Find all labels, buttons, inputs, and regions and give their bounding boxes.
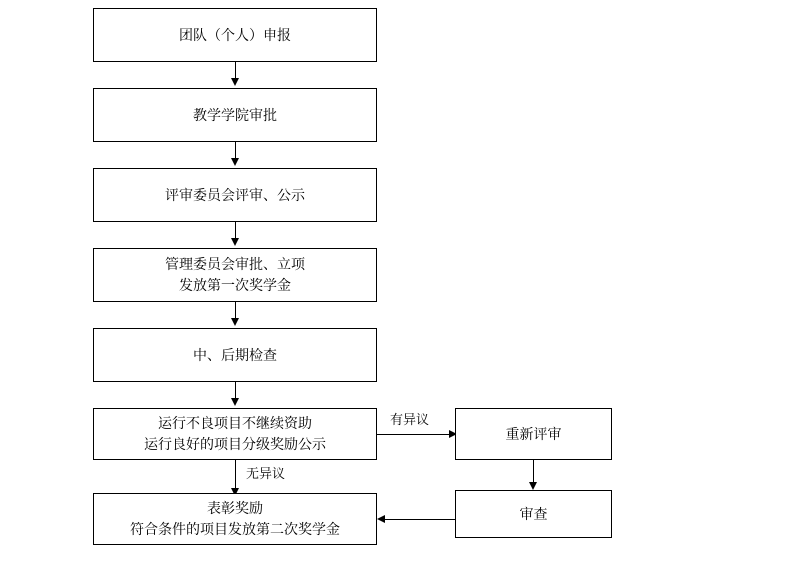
node-examine-label: 审查	[519, 505, 548, 522]
node-reaudit	[455, 408, 612, 460]
arrowhead-apply-to-college	[231, 78, 239, 86]
node-grade-label-line1: 运行不良项目不继续资助	[158, 415, 312, 431]
node-award	[93, 493, 377, 545]
node-apply-label: 团队（个人）申报	[179, 26, 291, 43]
node-approve-label-line1: 管理委员会审批、立项	[165, 256, 305, 272]
node-review-label: 评审委员会评审、公示	[165, 186, 305, 203]
node-award-label-line1: 表彰奖励	[207, 500, 263, 516]
node-grade-label-line2: 运行良好的项目分级奖励公示	[144, 436, 326, 452]
arrow-grade-to-reaudit	[377, 434, 451, 435]
node-reaudit-label: 重新评审	[505, 425, 562, 442]
node-award-label-line2: 符合条件的项目发放第二次奖学金	[130, 521, 340, 537]
node-college-label: 教学学院审批	[193, 106, 277, 123]
arrowhead-midcheck-to-grade	[231, 398, 239, 406]
arrowhead-college-to-review	[231, 158, 239, 166]
node-midcheck	[93, 328, 377, 382]
node-college	[93, 88, 377, 142]
arrowhead-examine-to-award	[377, 515, 385, 523]
node-approve	[93, 248, 377, 302]
arrow-examine-to-award	[385, 519, 455, 520]
arrow-reaudit-to-examine	[533, 460, 534, 484]
edge-label-objection: 有异议	[390, 412, 430, 427]
node-midcheck-label: 中、后期检查	[193, 346, 277, 363]
node-approve-label-line2: 发放第一次奖学金	[179, 277, 291, 293]
arrow-grade-to-award	[235, 460, 236, 490]
arrowhead-reaudit-to-examine	[529, 482, 537, 490]
node-grade	[93, 408, 377, 460]
node-examine	[455, 490, 612, 538]
node-review	[93, 168, 377, 222]
arrowhead-review-to-approve	[231, 238, 239, 246]
arrowhead-approve-to-midcheck	[231, 318, 239, 326]
node-apply	[93, 8, 377, 62]
edge-label-no-objection: 无异议	[246, 466, 286, 481]
